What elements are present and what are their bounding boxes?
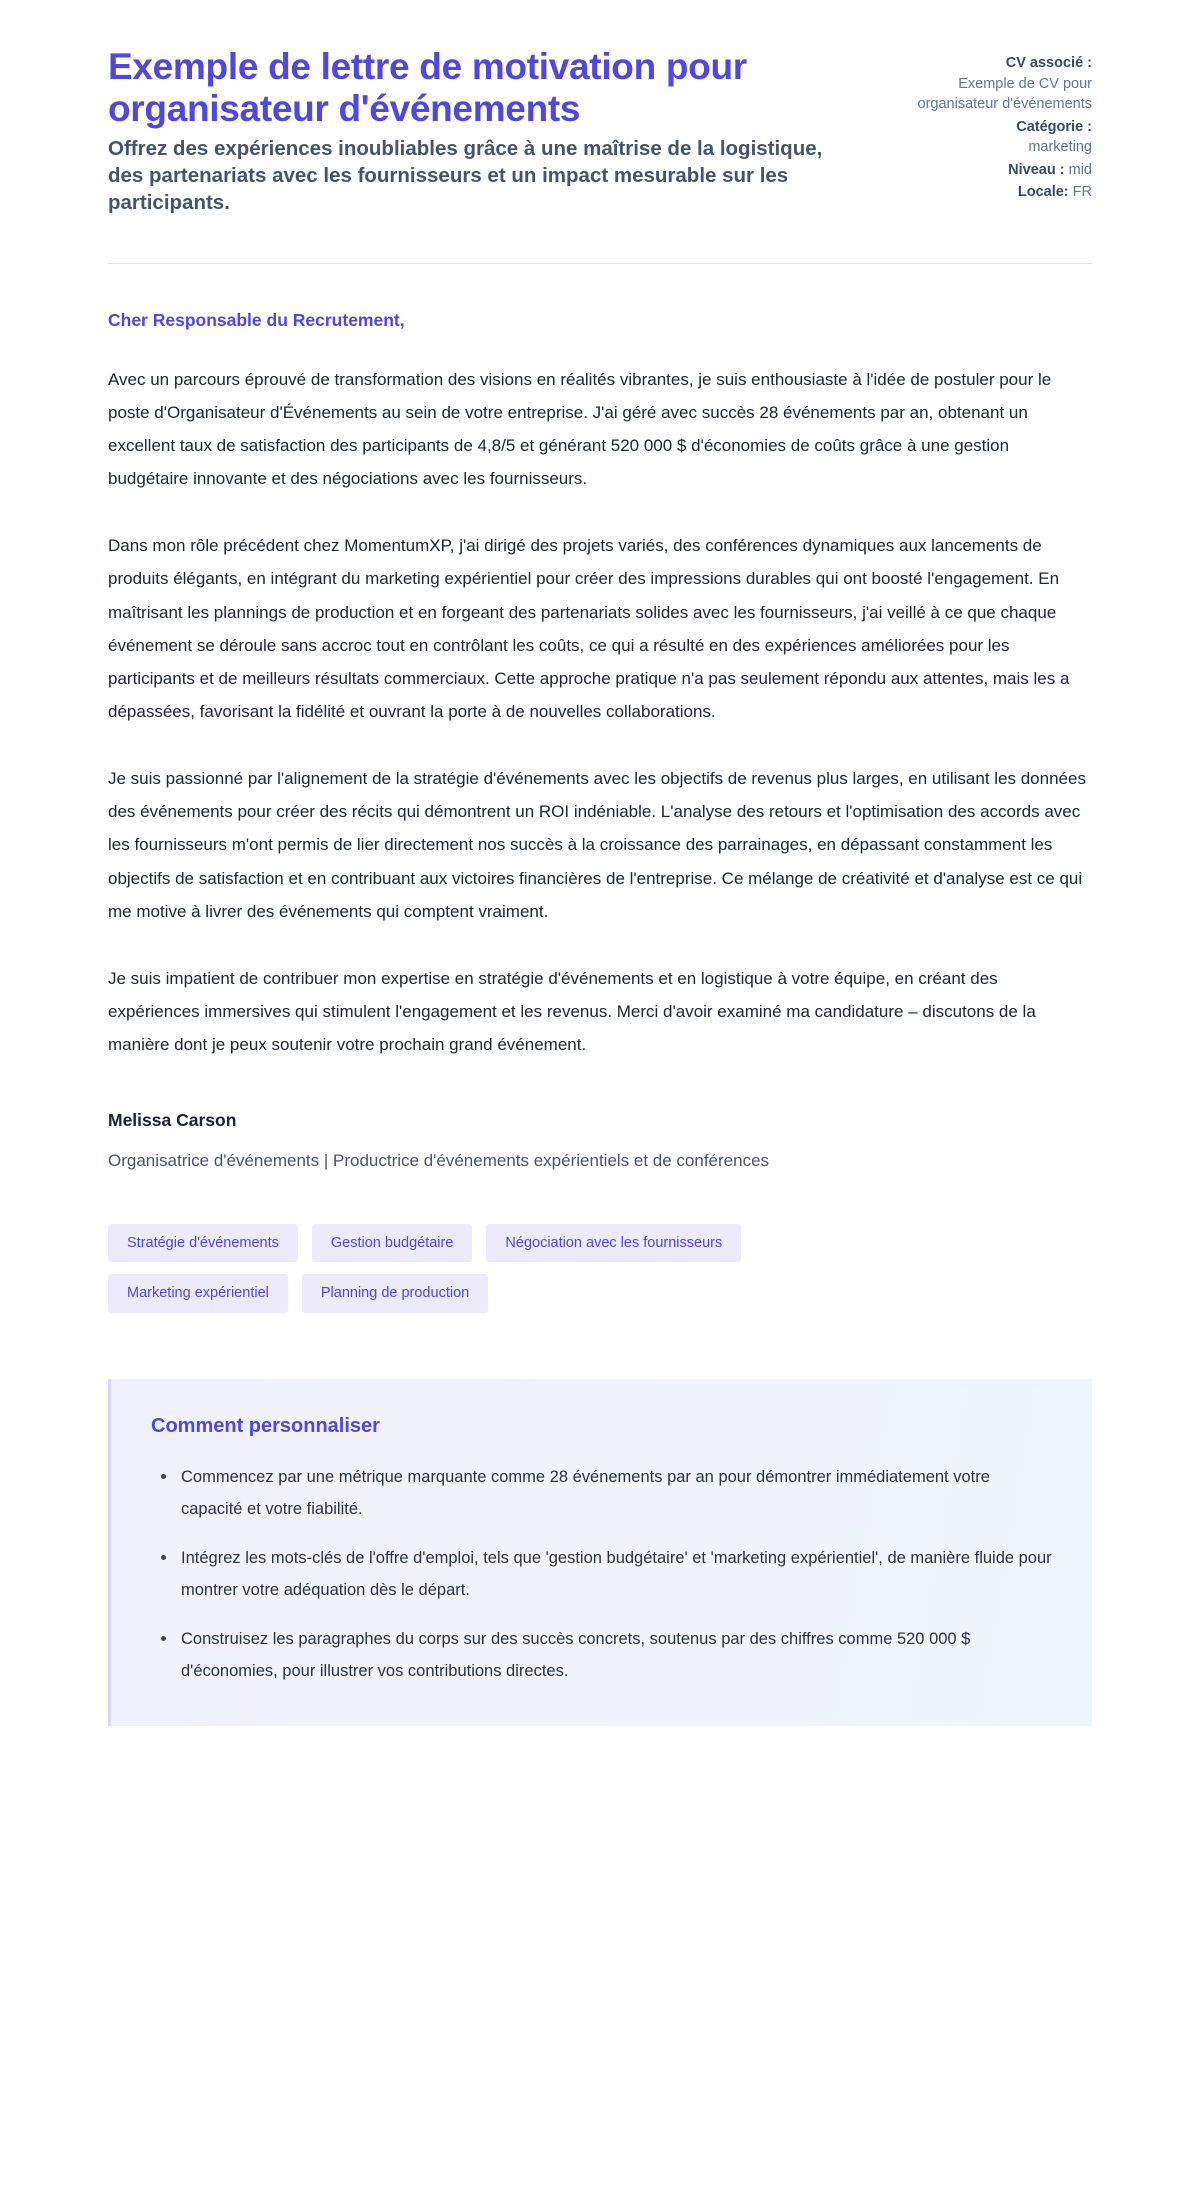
meta-level-value: mid [1068, 161, 1092, 178]
meta-locale-label: Locale: [1017, 184, 1069, 201]
meta-category-label: Catégorie : [1016, 118, 1092, 135]
skill-tag[interactable]: Gestion budgétaire [312, 1224, 473, 1263]
list-item: Construisez les paragraphes du corps sur des succès concrets, soutenus par des chiffres comme 520 000 $ d'économies, pour illustrer vos contributions directes. [175, 1623, 1052, 1687]
list-item: Commencez par une métrique marquante comme 28 événements par an pour démontrer immédiatement votre capacité et votre fiabilité. [175, 1461, 1052, 1525]
signature-role: Organisatrice d'événements | Productrice d'événements expérientiels et de conférences [108, 1151, 770, 1171]
letter-body [108, 264, 1092, 1061]
letter-paragraph: Avec un parcours éprouvé de transformation des visions en réalités vibrantes, je suis enthousiaste à l'idée de postuler pour le poste d'Organisateur d'Événements au sein de votre entreprise. J'ai géré avec succès 28 événements par an, obtenant un excellent taux de satisfaction des participants de 4,8/5 et générant 520 000 $ d'économies de coûts grâce à une gestion budgétaire innovante et des négociations avec les fournisseurs. [108, 369, 1052, 489]
meta-category-value: marketing [1028, 139, 1092, 156]
callout-title: Comment personnaliser [151, 1414, 380, 1437]
skill-tag[interactable]: Marketing expérientiel [108, 1274, 288, 1313]
signature-name: Melissa Carson [108, 1110, 237, 1131]
skill-tag[interactable]: Planning de production [302, 1274, 488, 1313]
letter-paragraph: Dans mon rôle précédent chez MomentumXP, j'ai dirigé des projets variés, des conférences dynamiques aux lancements de produits élégants, en intégrant du marketing expérientiel pour créer des impressions durables qui ont boosté l'engagement. En maîtrisant les plannings de production et en forgeant des partenariats solides avec les fournisseurs, j'ai veillé à ce que chaque événement se déroule sans accroc tout en contrôlant les coûts, ce qui a résulté en des expériences améliorées pour les participants et de meilleurs résultats commerciaux. Cette approche pratique n'a pas seulement répondu aux attentes, mais les a dépassées, favorisant la fidélité et ouvrant la porte à de nouvelles collaborations. [108, 536, 1070, 722]
meta-locale [902, 182, 1092, 203]
skill-tag[interactable]: Négociation avec les fournisseurs [486, 1224, 741, 1263]
page-title: Exemple de lettre de motivation pour organisateur d'événements [108, 46, 747, 130]
letter-paragraph: Je suis impatient de contribuer mon expertise en stratégie d'événements et en logistique à votre équipe, en créant des expériences immersives qui stimulent l'engagement et les revenus. Merci d'avoir examiné ma candidature – discutons de la manière dont je peux soutenir votre prochain grand événement. [108, 968, 1036, 1055]
skill-tag-list [108, 1174, 918, 1313]
skill-tag[interactable]: Stratégie d'événements [108, 1224, 298, 1263]
meta-locale-value: FR [1072, 184, 1092, 201]
page-subtitle: Offrez des expériences inoubliables grâce à une maîtrise de la logistique, des partenariats avec les fournisseurs et un impact mesurable sur les participants. [108, 137, 823, 214]
header-text-block [108, 46, 856, 216]
letter-paragraphs [108, 363, 1092, 1062]
meta-associated-resume-label: CV associé : [1005, 55, 1092, 71]
meta-category [902, 117, 1092, 158]
letter-paragraph: Je suis passionné par l'alignement de la stratégie d'événements avec les objectifs de revenus plus larges, en utilisant les données des événements pour créer des récits qui démontrent un ROI indéniable. L'analyse des retours et l'optimisation des accords avec les fournisseurs m'ont permis de lier directement nos succès à la croissance des parrainages, en dépassant constamment les objectifs de satisfaction et en contribuant aux victoires financières de l'entreprise. Ce mélange de créativité et d'analyse est ce qui me motive à livrer des événements qui comptent vraiment. [108, 769, 1086, 921]
letter-salutation: Cher Responsable du Recrutement, [108, 310, 405, 331]
meta-level [902, 160, 1092, 181]
meta-associated-resume [902, 53, 1092, 115]
page-header [108, 46, 1092, 216]
callout-list [151, 1461, 1052, 1688]
list-item: Intégrez les mots-clés de l'offre d'emploi, tels que 'gestion budgétaire' et 'marketing expérientiel', de manière fluide pour montrer votre adéquation dès le départ. [175, 1542, 1052, 1606]
meta-level-label: Niveau : [1008, 161, 1065, 178]
signature-block [108, 1061, 1092, 1173]
document-metadata [902, 46, 1092, 205]
customization-callout [108, 1379, 1092, 1726]
meta-associated-resume-value: Exemple de CV pour organisateur d'événements [917, 75, 1092, 113]
